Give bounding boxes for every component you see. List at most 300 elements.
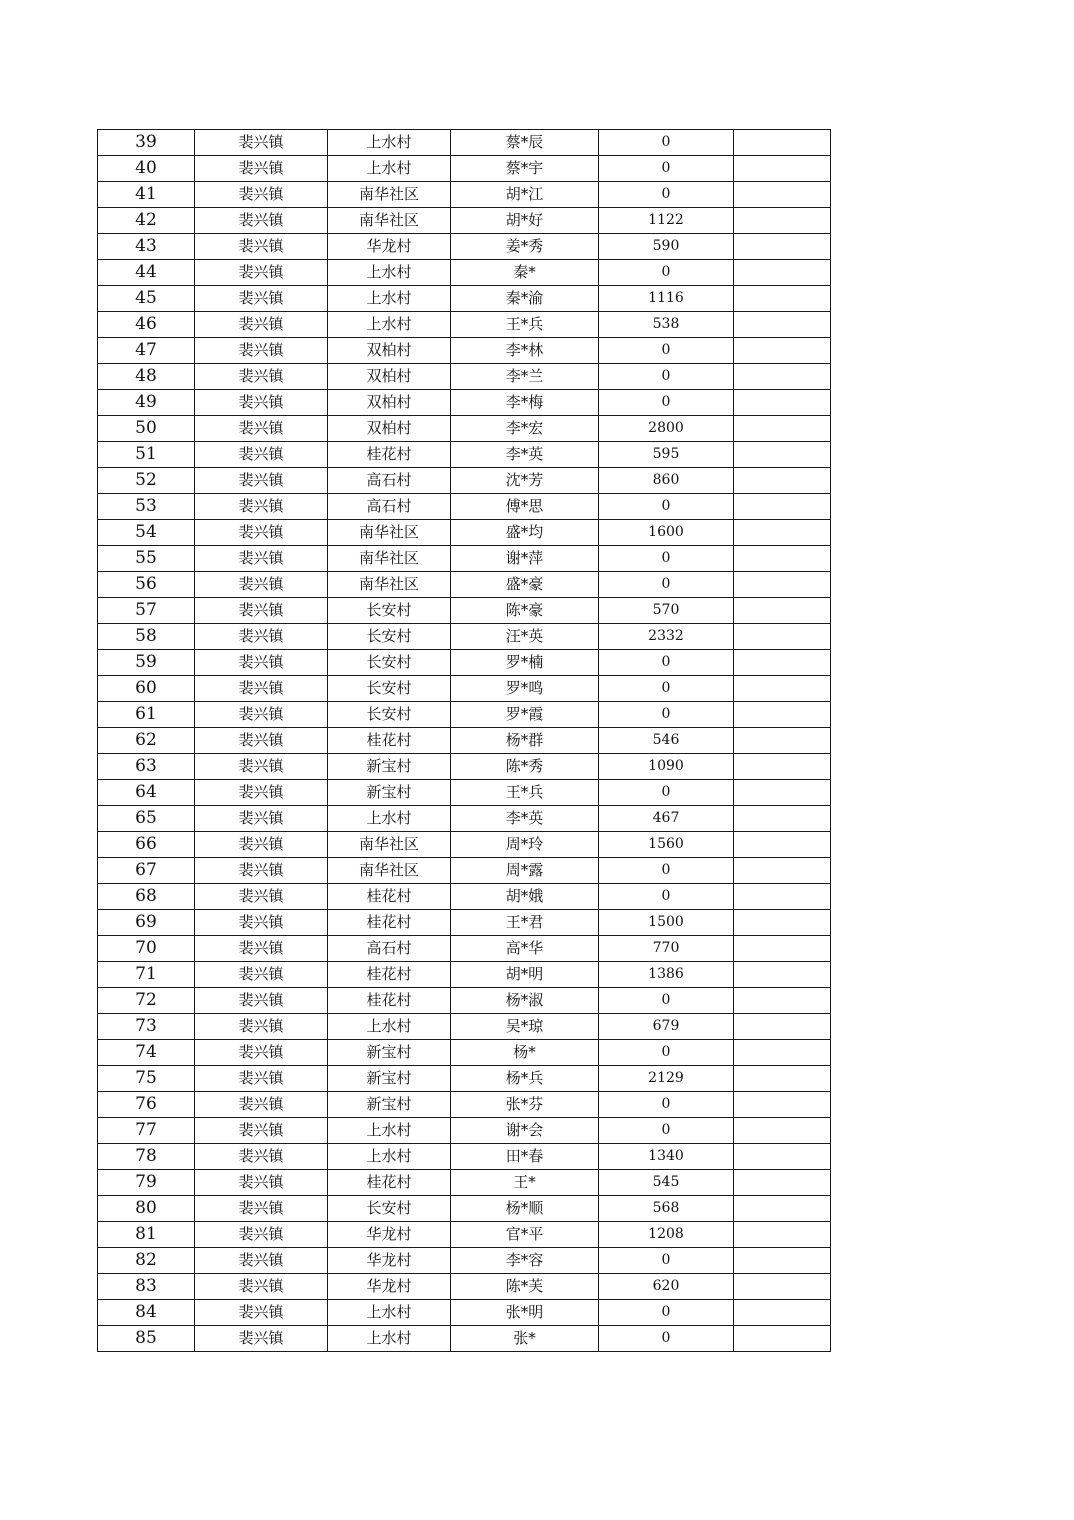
remark-cell xyxy=(734,1274,831,1300)
town-cell: 裴兴镇 xyxy=(195,936,328,962)
name-cell: 蔡*辰 xyxy=(451,130,599,156)
row-number-cell: 52 xyxy=(98,468,195,494)
village-cell: 南华社区 xyxy=(328,182,451,208)
name-cell: 李*容 xyxy=(451,1248,599,1274)
town-cell: 裴兴镇 xyxy=(195,312,328,338)
amount-cell: 1116 xyxy=(599,286,734,312)
amount-cell: 0 xyxy=(599,1118,734,1144)
town-cell: 裴兴镇 xyxy=(195,1196,328,1222)
table-row xyxy=(98,598,831,624)
name-cell: 杨*兵 xyxy=(451,1066,599,1092)
name-cell: 张*明 xyxy=(451,1300,599,1326)
table-row xyxy=(98,468,831,494)
name-cell: 李*梅 xyxy=(451,390,599,416)
village-cell: 长安村 xyxy=(328,676,451,702)
row-number-cell: 55 xyxy=(98,546,195,572)
name-cell: 王*兵 xyxy=(451,312,599,338)
name-cell: 周*露 xyxy=(451,858,599,884)
name-cell: 杨* xyxy=(451,1040,599,1066)
village-cell: 长安村 xyxy=(328,624,451,650)
table-row xyxy=(98,156,831,182)
town-cell: 裴兴镇 xyxy=(195,442,328,468)
village-cell: 长安村 xyxy=(328,1196,451,1222)
name-cell: 李*林 xyxy=(451,338,599,364)
amount-cell: 0 xyxy=(599,702,734,728)
amount-cell: 0 xyxy=(599,858,734,884)
village-cell: 桂花村 xyxy=(328,728,451,754)
remark-cell xyxy=(734,702,831,728)
table-row xyxy=(98,1066,831,1092)
table-row xyxy=(98,806,831,832)
village-cell: 上水村 xyxy=(328,156,451,182)
table-row xyxy=(98,884,831,910)
amount-cell: 1122 xyxy=(599,208,734,234)
row-number-cell: 70 xyxy=(98,936,195,962)
town-cell: 裴兴镇 xyxy=(195,390,328,416)
amount-cell: 0 xyxy=(599,546,734,572)
town-cell: 裴兴镇 xyxy=(195,1014,328,1040)
name-cell: 陈*秀 xyxy=(451,754,599,780)
remark-cell xyxy=(734,442,831,468)
name-cell: 沈*芳 xyxy=(451,468,599,494)
town-cell: 裴兴镇 xyxy=(195,572,328,598)
row-number-cell: 83 xyxy=(98,1274,195,1300)
village-cell: 双柏村 xyxy=(328,416,451,442)
name-cell: 王*兵 xyxy=(451,780,599,806)
village-cell: 新宝村 xyxy=(328,1066,451,1092)
remark-cell xyxy=(734,338,831,364)
remark-cell xyxy=(734,754,831,780)
row-number-cell: 72 xyxy=(98,988,195,1014)
remark-cell xyxy=(734,962,831,988)
amount-cell: 2129 xyxy=(599,1066,734,1092)
name-cell: 高*华 xyxy=(451,936,599,962)
village-cell: 双柏村 xyxy=(328,338,451,364)
remark-cell xyxy=(734,1248,831,1274)
town-cell: 裴兴镇 xyxy=(195,832,328,858)
row-number-cell: 78 xyxy=(98,1144,195,1170)
table-row xyxy=(98,780,831,806)
remark-cell xyxy=(734,364,831,390)
row-number-cell: 48 xyxy=(98,364,195,390)
table-row xyxy=(98,702,831,728)
remark-cell xyxy=(734,1222,831,1248)
row-number-cell: 59 xyxy=(98,650,195,676)
village-cell: 上水村 xyxy=(328,286,451,312)
row-number-cell: 46 xyxy=(98,312,195,338)
town-cell: 裴兴镇 xyxy=(195,962,328,988)
town-cell: 裴兴镇 xyxy=(195,676,328,702)
table-row xyxy=(98,832,831,858)
table-row xyxy=(98,208,831,234)
table-row xyxy=(98,1196,831,1222)
town-cell: 裴兴镇 xyxy=(195,208,328,234)
row-number-cell: 64 xyxy=(98,780,195,806)
amount-cell: 1560 xyxy=(599,832,734,858)
amount-cell: 860 xyxy=(599,468,734,494)
table-row xyxy=(98,650,831,676)
remark-cell xyxy=(734,650,831,676)
row-number-cell: 74 xyxy=(98,1040,195,1066)
town-cell: 裴兴镇 xyxy=(195,1066,328,1092)
name-cell: 罗*楠 xyxy=(451,650,599,676)
row-number-cell: 82 xyxy=(98,1248,195,1274)
town-cell: 裴兴镇 xyxy=(195,1300,328,1326)
town-cell: 裴兴镇 xyxy=(195,130,328,156)
remark-cell xyxy=(734,572,831,598)
town-cell: 裴兴镇 xyxy=(195,780,328,806)
town-cell: 裴兴镇 xyxy=(195,988,328,1014)
row-number-cell: 53 xyxy=(98,494,195,520)
row-number-cell: 40 xyxy=(98,156,195,182)
amount-cell: 0 xyxy=(599,1300,734,1326)
amount-cell: 2332 xyxy=(599,624,734,650)
row-number-cell: 84 xyxy=(98,1300,195,1326)
table-row xyxy=(98,858,831,884)
table-row xyxy=(98,390,831,416)
table-row xyxy=(98,260,831,286)
remark-cell xyxy=(734,598,831,624)
row-number-cell: 79 xyxy=(98,1170,195,1196)
town-cell: 裴兴镇 xyxy=(195,1040,328,1066)
village-cell: 新宝村 xyxy=(328,1092,451,1118)
name-cell: 胡*明 xyxy=(451,962,599,988)
remark-cell xyxy=(734,390,831,416)
amount-cell: 1208 xyxy=(599,1222,734,1248)
name-cell: 张* xyxy=(451,1326,599,1352)
amount-cell: 1500 xyxy=(599,910,734,936)
amount-cell: 570 xyxy=(599,598,734,624)
table-row xyxy=(98,1274,831,1300)
town-cell: 裴兴镇 xyxy=(195,728,328,754)
row-number-cell: 51 xyxy=(98,442,195,468)
table-row xyxy=(98,364,831,390)
remark-cell xyxy=(734,468,831,494)
amount-cell: 1600 xyxy=(599,520,734,546)
name-cell: 盛*豪 xyxy=(451,572,599,598)
name-cell: 李*英 xyxy=(451,442,599,468)
name-cell: 傅*思 xyxy=(451,494,599,520)
amount-cell: 1340 xyxy=(599,1144,734,1170)
table-row xyxy=(98,130,831,156)
amount-cell: 679 xyxy=(599,1014,734,1040)
remark-cell xyxy=(734,806,831,832)
town-cell: 裴兴镇 xyxy=(195,1222,328,1248)
town-cell: 裴兴镇 xyxy=(195,1274,328,1300)
name-cell: 罗*鸣 xyxy=(451,676,599,702)
village-cell: 双柏村 xyxy=(328,390,451,416)
village-cell: 上水村 xyxy=(328,312,451,338)
village-cell: 上水村 xyxy=(328,260,451,286)
town-cell: 裴兴镇 xyxy=(195,910,328,936)
table-row xyxy=(98,312,831,338)
amount-cell: 0 xyxy=(599,676,734,702)
village-cell: 华龙村 xyxy=(328,234,451,260)
amount-cell: 770 xyxy=(599,936,734,962)
village-cell: 长安村 xyxy=(328,598,451,624)
village-cell: 桂花村 xyxy=(328,962,451,988)
town-cell: 裴兴镇 xyxy=(195,182,328,208)
remark-cell xyxy=(734,1092,831,1118)
town-cell: 裴兴镇 xyxy=(195,156,328,182)
village-cell: 上水村 xyxy=(328,806,451,832)
town-cell: 裴兴镇 xyxy=(195,260,328,286)
row-number-cell: 66 xyxy=(98,832,195,858)
row-number-cell: 54 xyxy=(98,520,195,546)
name-cell: 陈*豪 xyxy=(451,598,599,624)
town-cell: 裴兴镇 xyxy=(195,858,328,884)
remark-cell xyxy=(734,676,831,702)
name-cell: 谢*会 xyxy=(451,1118,599,1144)
row-number-cell: 68 xyxy=(98,884,195,910)
remark-cell xyxy=(734,494,831,520)
remark-cell xyxy=(734,520,831,546)
name-cell: 张*芬 xyxy=(451,1092,599,1118)
amount-cell: 0 xyxy=(599,364,734,390)
town-cell: 裴兴镇 xyxy=(195,546,328,572)
remark-cell xyxy=(734,858,831,884)
table-row xyxy=(98,1170,831,1196)
amount-cell: 0 xyxy=(599,884,734,910)
village-cell: 南华社区 xyxy=(328,858,451,884)
village-cell: 高石村 xyxy=(328,494,451,520)
remark-cell xyxy=(734,1118,831,1144)
amount-cell: 0 xyxy=(599,780,734,806)
amount-cell: 0 xyxy=(599,1326,734,1352)
remark-cell xyxy=(734,286,831,312)
amount-cell: 590 xyxy=(599,234,734,260)
remark-cell xyxy=(734,1196,831,1222)
town-cell: 裴兴镇 xyxy=(195,494,328,520)
town-cell: 裴兴镇 xyxy=(195,598,328,624)
village-cell: 高石村 xyxy=(328,468,451,494)
remark-cell xyxy=(734,182,831,208)
name-cell: 姜*秀 xyxy=(451,234,599,260)
table-row xyxy=(98,754,831,780)
name-cell: 杨*淑 xyxy=(451,988,599,1014)
table-row xyxy=(98,442,831,468)
name-cell: 胡*好 xyxy=(451,208,599,234)
table-row xyxy=(98,234,831,260)
village-cell: 南华社区 xyxy=(328,208,451,234)
row-number-cell: 39 xyxy=(98,130,195,156)
amount-cell: 0 xyxy=(599,1248,734,1274)
table-row xyxy=(98,182,831,208)
table-body xyxy=(98,130,831,1352)
table-row xyxy=(98,728,831,754)
amount-cell: 0 xyxy=(599,182,734,208)
remark-cell xyxy=(734,416,831,442)
remark-cell xyxy=(734,832,831,858)
row-number-cell: 60 xyxy=(98,676,195,702)
row-number-cell: 43 xyxy=(98,234,195,260)
town-cell: 裴兴镇 xyxy=(195,520,328,546)
amount-cell: 0 xyxy=(599,1092,734,1118)
town-cell: 裴兴镇 xyxy=(195,468,328,494)
row-number-cell: 80 xyxy=(98,1196,195,1222)
remark-cell xyxy=(734,546,831,572)
town-cell: 裴兴镇 xyxy=(195,702,328,728)
village-cell: 桂花村 xyxy=(328,884,451,910)
village-cell: 上水村 xyxy=(328,1326,451,1352)
name-cell: 杨*顺 xyxy=(451,1196,599,1222)
name-cell: 蔡*宇 xyxy=(451,156,599,182)
town-cell: 裴兴镇 xyxy=(195,1170,328,1196)
table-row xyxy=(98,676,831,702)
name-cell: 周*玲 xyxy=(451,832,599,858)
name-cell: 秦* xyxy=(451,260,599,286)
remark-cell xyxy=(734,910,831,936)
village-cell: 长安村 xyxy=(328,650,451,676)
amount-cell: 0 xyxy=(599,572,734,598)
town-cell: 裴兴镇 xyxy=(195,338,328,364)
row-number-cell: 69 xyxy=(98,910,195,936)
row-number-cell: 76 xyxy=(98,1092,195,1118)
village-cell: 上水村 xyxy=(328,130,451,156)
village-cell: 南华社区 xyxy=(328,572,451,598)
remark-cell xyxy=(734,156,831,182)
amount-cell: 545 xyxy=(599,1170,734,1196)
table-row xyxy=(98,520,831,546)
village-cell: 双柏村 xyxy=(328,364,451,390)
name-cell: 谢*萍 xyxy=(451,546,599,572)
town-cell: 裴兴镇 xyxy=(195,806,328,832)
table-row xyxy=(98,910,831,936)
village-cell: 桂花村 xyxy=(328,988,451,1014)
town-cell: 裴兴镇 xyxy=(195,364,328,390)
remark-cell xyxy=(734,130,831,156)
remark-cell xyxy=(734,884,831,910)
village-cell: 桂花村 xyxy=(328,442,451,468)
remark-cell xyxy=(734,1144,831,1170)
amount-cell: 0 xyxy=(599,494,734,520)
row-number-cell: 85 xyxy=(98,1326,195,1352)
name-cell: 王* xyxy=(451,1170,599,1196)
village-cell: 华龙村 xyxy=(328,1222,451,1248)
name-cell: 官*平 xyxy=(451,1222,599,1248)
row-number-cell: 65 xyxy=(98,806,195,832)
name-cell: 汪*英 xyxy=(451,624,599,650)
name-cell: 吴*琼 xyxy=(451,1014,599,1040)
remark-cell xyxy=(734,728,831,754)
remark-cell xyxy=(734,234,831,260)
row-number-cell: 63 xyxy=(98,754,195,780)
town-cell: 裴兴镇 xyxy=(195,286,328,312)
town-cell: 裴兴镇 xyxy=(195,624,328,650)
table-row xyxy=(98,1222,831,1248)
amount-cell: 0 xyxy=(599,650,734,676)
village-cell: 高石村 xyxy=(328,936,451,962)
village-cell: 南华社区 xyxy=(328,832,451,858)
village-cell: 新宝村 xyxy=(328,754,451,780)
town-cell: 裴兴镇 xyxy=(195,1248,328,1274)
table-row xyxy=(98,1014,831,1040)
amount-cell: 0 xyxy=(599,130,734,156)
amount-cell: 0 xyxy=(599,988,734,1014)
table-row xyxy=(98,936,831,962)
table-row xyxy=(98,988,831,1014)
row-number-cell: 73 xyxy=(98,1014,195,1040)
amount-cell: 1090 xyxy=(599,754,734,780)
remark-cell xyxy=(734,780,831,806)
amount-cell: 546 xyxy=(599,728,734,754)
table-row xyxy=(98,1092,831,1118)
row-number-cell: 44 xyxy=(98,260,195,286)
row-number-cell: 49 xyxy=(98,390,195,416)
amount-cell: 0 xyxy=(599,390,734,416)
name-cell: 杨*群 xyxy=(451,728,599,754)
town-cell: 裴兴镇 xyxy=(195,650,328,676)
row-number-cell: 77 xyxy=(98,1118,195,1144)
row-number-cell: 75 xyxy=(98,1066,195,1092)
name-cell: 胡*江 xyxy=(451,182,599,208)
name-cell: 李*兰 xyxy=(451,364,599,390)
amount-cell: 568 xyxy=(599,1196,734,1222)
village-cell: 新宝村 xyxy=(328,780,451,806)
remark-cell xyxy=(734,624,831,650)
remark-cell xyxy=(734,936,831,962)
table-row xyxy=(98,962,831,988)
remark-cell xyxy=(734,1300,831,1326)
row-number-cell: 45 xyxy=(98,286,195,312)
amount-cell: 1386 xyxy=(599,962,734,988)
name-cell: 李*宏 xyxy=(451,416,599,442)
remark-cell xyxy=(734,1040,831,1066)
amount-cell: 620 xyxy=(599,1274,734,1300)
table-row xyxy=(98,494,831,520)
name-cell: 陈*芙 xyxy=(451,1274,599,1300)
amount-cell: 595 xyxy=(599,442,734,468)
name-cell: 田*春 xyxy=(451,1144,599,1170)
remark-cell xyxy=(734,1326,831,1352)
remark-cell xyxy=(734,1066,831,1092)
table-row xyxy=(98,1118,831,1144)
row-number-cell: 57 xyxy=(98,598,195,624)
village-cell: 桂花村 xyxy=(328,910,451,936)
town-cell: 裴兴镇 xyxy=(195,416,328,442)
town-cell: 裴兴镇 xyxy=(195,1118,328,1144)
town-cell: 裴兴镇 xyxy=(195,234,328,260)
table-row xyxy=(98,286,831,312)
table-row xyxy=(98,1326,831,1352)
village-cell: 华龙村 xyxy=(328,1274,451,1300)
table-row xyxy=(98,1144,831,1170)
name-cell: 罗*霞 xyxy=(451,702,599,728)
row-number-cell: 47 xyxy=(98,338,195,364)
row-number-cell: 58 xyxy=(98,624,195,650)
table-row xyxy=(98,624,831,650)
village-cell: 桂花村 xyxy=(328,1170,451,1196)
town-cell: 裴兴镇 xyxy=(195,754,328,780)
row-number-cell: 41 xyxy=(98,182,195,208)
data-table xyxy=(97,129,831,1352)
row-number-cell: 67 xyxy=(98,858,195,884)
amount-cell: 2800 xyxy=(599,416,734,442)
village-cell: 上水村 xyxy=(328,1300,451,1326)
remark-cell xyxy=(734,1170,831,1196)
village-cell: 长安村 xyxy=(328,702,451,728)
table-row xyxy=(98,1248,831,1274)
remark-cell xyxy=(734,988,831,1014)
table-row xyxy=(98,572,831,598)
remark-cell xyxy=(734,1014,831,1040)
remark-cell xyxy=(734,312,831,338)
name-cell: 胡*娥 xyxy=(451,884,599,910)
village-cell: 上水村 xyxy=(328,1014,451,1040)
village-cell: 南华社区 xyxy=(328,520,451,546)
row-number-cell: 71 xyxy=(98,962,195,988)
village-cell: 上水村 xyxy=(328,1118,451,1144)
